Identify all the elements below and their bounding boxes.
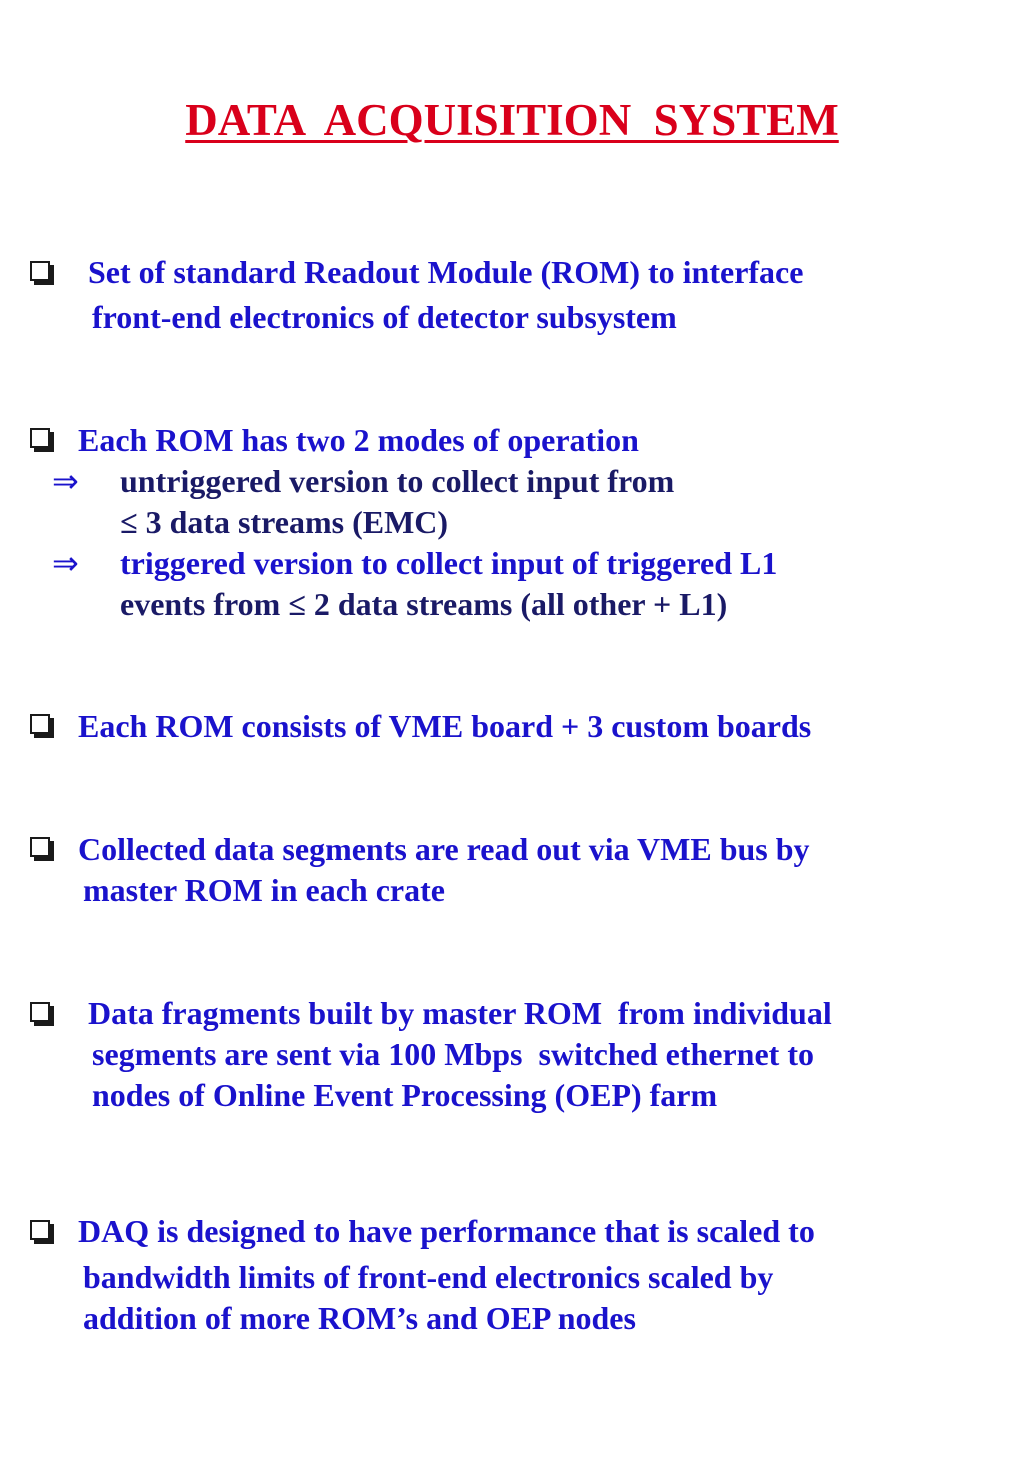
sub-item-1-line-2: ≤ 3 data streams (EMC) xyxy=(120,504,449,540)
bullet-5-line-3: nodes of Online Event Processing (OEP) farm xyxy=(92,1077,718,1113)
bullet-1-line-1: Set of standard Readout Module (ROM) to interface xyxy=(88,254,804,290)
bullet-6-line-3: addition of more ROM’s and OEP nodes xyxy=(83,1300,636,1336)
bullet-5-line-1: Data fragments built by master ROM from individual xyxy=(88,995,832,1031)
page-title: DATA ACQUISITION SYSTEM xyxy=(185,95,839,145)
sub-item-2-line-1: triggered version to collect input of triggered L1 xyxy=(120,545,778,581)
double-arrow-right-icon: ⇒ xyxy=(52,462,79,500)
bullet-1-line-2: front-end electronics of detector subsystem xyxy=(92,299,677,335)
checkbox-bullet-icon xyxy=(30,837,50,857)
checkbox-bullet-icon xyxy=(30,714,50,734)
bullet-2-line-1: Each ROM has two 2 modes of operation xyxy=(78,422,639,458)
sub-item-2-line-2: events from ≤ 2 data streams (all other + L1) xyxy=(120,586,728,622)
checkbox-bullet-icon xyxy=(30,1002,50,1022)
bullet-3-line-1: Each ROM consists of VME board + 3 custom boards xyxy=(78,708,812,744)
bullet-6-line-2: bandwidth limits of front-end electronics scaled by xyxy=(83,1259,774,1295)
bullet-5-line-2: segments are sent via 100 Mbps switched ethernet to xyxy=(92,1036,814,1072)
checkbox-bullet-icon xyxy=(30,1220,50,1240)
bullet-6-line-1: DAQ is designed to have performance that is scaled to xyxy=(78,1213,815,1249)
checkbox-bullet-icon xyxy=(30,261,50,281)
bullet-4-line-1: Collected data segments are read out via VME bus by xyxy=(78,831,810,867)
checkbox-bullet-icon xyxy=(30,428,50,448)
double-arrow-right-icon: ⇒ xyxy=(52,544,79,582)
bullet-4-line-2: master ROM in each crate xyxy=(83,872,445,908)
sub-item-1-line-1: untriggered version to collect input from xyxy=(120,463,675,499)
